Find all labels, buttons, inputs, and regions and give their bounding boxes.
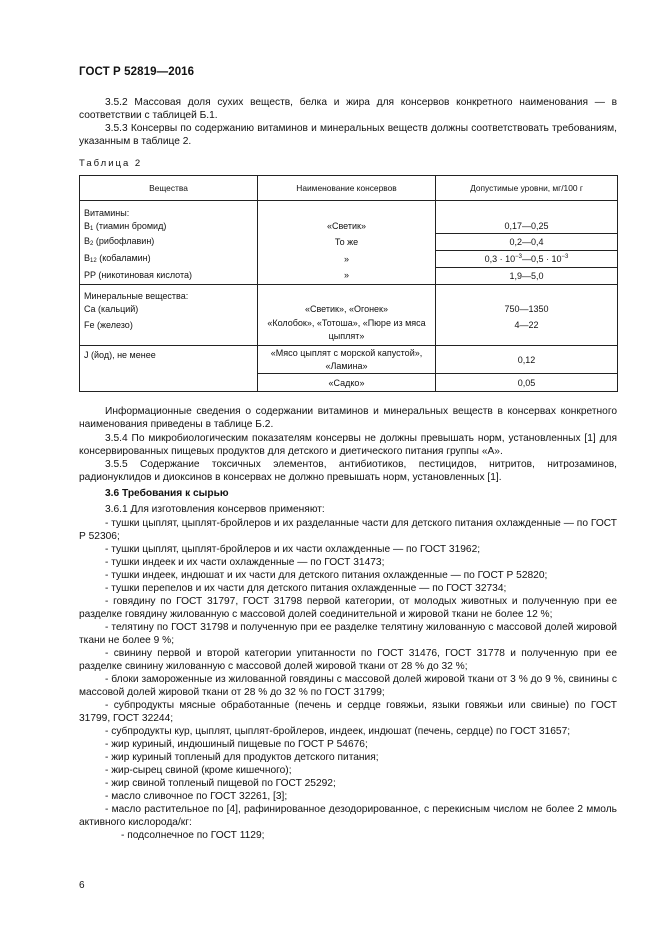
table-row (80, 250, 618, 267)
iodine-level-2: 0,05 (436, 374, 618, 392)
header-products: Наименование консервов (258, 176, 436, 201)
iodine-level-1: 0,12 (436, 346, 618, 374)
header-levels: Допустимые уровни, мг/100 г (436, 176, 618, 201)
iodine-product-2: «Садко» (258, 374, 436, 392)
section-title-3-6: 3.6 Требования к сырью (105, 488, 229, 499)
vitamin-b2-name: $B_2$ (рибофлавин) (80, 233, 258, 250)
list-item: - подсолнечное по ГОСТ 1129; (121, 830, 265, 841)
list-item: - блоки замороженные из жилованной говядины с массовой долей жировой ткани от 3 % до 9 %, свинины с массовой долей жировой ткани от 28 % до 32 % по ГОСТ 31799; (79, 674, 617, 698)
table-row (80, 267, 618, 284)
paragraph-3-5-5: 3.5.5 Содержание токсичных элементов, антибиотиков, пестицидов, нитритов, нитрозаминов, радионуклидов и диоксинов в консервах не должно превышать норм, установленных [1]. (79, 459, 617, 483)
paragraph-3-6-1: 3.6.1 Для изготовления консервов применяют: (105, 504, 325, 515)
paragraph-3-5-3: 3.5.3 Консервы по содержанию витаминов и минеральных веществ должны соответствовать требованиям, указанным в таблице 2. (79, 123, 617, 147)
mineral-iodine-name: J (йод), не менее (80, 346, 258, 392)
list-item: - масло сливочное по ГОСТ 32261, [3]; (105, 791, 288, 802)
list-item: - тушки цыплят, цыплят-бройлеров и их разделанные части для детского питания охлажденные — по ГОСТ Р 52306; (79, 518, 617, 542)
standard-header: ГОСТ Р 52819—2016 (79, 66, 195, 78)
minerals-title: Минеральные вещества: (84, 290, 189, 301)
mineral-ca-product: «Светик», «Огонек» (258, 284, 436, 316)
list-item: - жир свиной топленый пищевой по ГОСТ 25292; (105, 778, 336, 789)
list-item: - масло растительное по [4], рафинированное дезодорированное, с перекисным числом не более 2 ммоль активного кислорода/кг: (79, 804, 617, 828)
list-item: - тушки индеек и их части охлажденные — по ГОСТ 31473; (105, 557, 385, 568)
vitamin-b12-level: $0,3 \cdot 10^{-3}—0,5 \cdot 10^{-3}$ (436, 250, 618, 267)
list-item: - телятину по ГОСТ 31798 и полученную при ее разделке телятину жилованную с массовой долей жировой ткани не более 9 %; (79, 622, 617, 646)
table-caption: Таблица 2 (79, 158, 143, 169)
list-item: - свинину первой и второй категории упитанности по ГОСТ 31476, ГОСТ 31778 и полученную при ее разделке свинину жилованную с массовой долей жировой ткани от 28 % до 32 %; (79, 648, 617, 672)
header-substances: Вещества (80, 176, 258, 201)
list-item: - тушки индеек, индюшат и их части для детского питания охлажденные — по ГОСТ Р 52820; (105, 570, 548, 581)
table-row (80, 284, 618, 316)
table-2 (79, 175, 618, 392)
vitamin-pp-name: PP (никотиновая кислота) (80, 267, 258, 284)
vitamin-b12-name: $B_{12}$ (кобаламин) (80, 250, 258, 267)
vitamin-pp-level: 1,9—5,0 (436, 267, 618, 284)
table-row (80, 233, 618, 250)
vitamin-pp-product: » (258, 267, 436, 284)
mineral-ca-level: 750—1350 (436, 284, 618, 316)
list-item: - говядину по ГОСТ 31797, ГОСТ 31798 первой категории, от молодых животных и полученную при ее разделке говядину жилованную с массовой долей соединительной и жировой ткани не более 12 %; (79, 596, 617, 620)
info-paragraph: Информационные сведения о содержании витаминов и минеральных веществ в консервах конкретного наименования приведены в таблице Б.2. (79, 406, 617, 430)
list-item: - жир куриный, индюшиный пищевые по ГОСТ Р 54676; (105, 739, 368, 750)
vitamin-b1-level: 0,17—0,25 (436, 201, 618, 234)
mineral-ca-name: Ca (кальций) (84, 303, 139, 314)
mineral-fe-product: «Колобок», «Тотоша», «Пюре из мяса цыплят» (258, 316, 436, 346)
list-item: - субпродукты мясные обработанные (печень и сердце говяжьи, языки говяжьи или свиные) по ГОСТ 31799, ГОСТ 32244; (79, 700, 617, 724)
mineral-fe-level: 4—22 (436, 316, 618, 346)
list-item: - тушки цыплят, цыплят-бройлеров и их части охлажденные — по ГОСТ 31962; (105, 544, 481, 555)
paragraph-3-5-4: 3.5.4 По микробиологическим показателям консервы не должны превышать норм, установленных [1] для консервированных пищевых продуктов для детского и диетического питания группы «А». (79, 433, 617, 457)
table-header-row (80, 176, 618, 201)
vitamin-b1-product: «Светик» (258, 201, 436, 234)
list-item: - тушки перепелов и их части для детского питания охлажденные — по ГОСТ 32734; (105, 583, 507, 594)
vitamin-b2-product: То же (258, 233, 436, 250)
list-item: - жир-сырец свиной (кроме кишечного); (105, 765, 292, 776)
page-number: 6 (79, 880, 85, 891)
mineral-fe-name: Fe (железо) (80, 316, 258, 346)
vitamin-b1-name: $B_1$ (тиамин бромид) (84, 221, 167, 232)
vitamin-b2-level: 0,2—0,4 (436, 233, 618, 250)
list-item: - жир куриный топленый для продуктов детского питания; (105, 752, 379, 763)
table-row (80, 316, 618, 346)
table-row (80, 201, 618, 234)
iodine-product-1: «Мясо цыплят с морской капустой», «Ламина» (258, 346, 436, 374)
list-item: - субпродукты кур, цыплят, цыплят-бройлеров, индеек, индюшат (печень, сердце) по ГОСТ 31657; (105, 726, 571, 737)
vitamins-title: Витамины: (84, 208, 130, 218)
paragraph-3-5-2: 3.5.2 Массовая доля сухих веществ, белка и жира для консервов конкретного наименования — в соответствии с таблицей Б.1. (79, 97, 617, 121)
vitamin-b12-product: » (258, 250, 436, 267)
table-row (80, 346, 618, 374)
